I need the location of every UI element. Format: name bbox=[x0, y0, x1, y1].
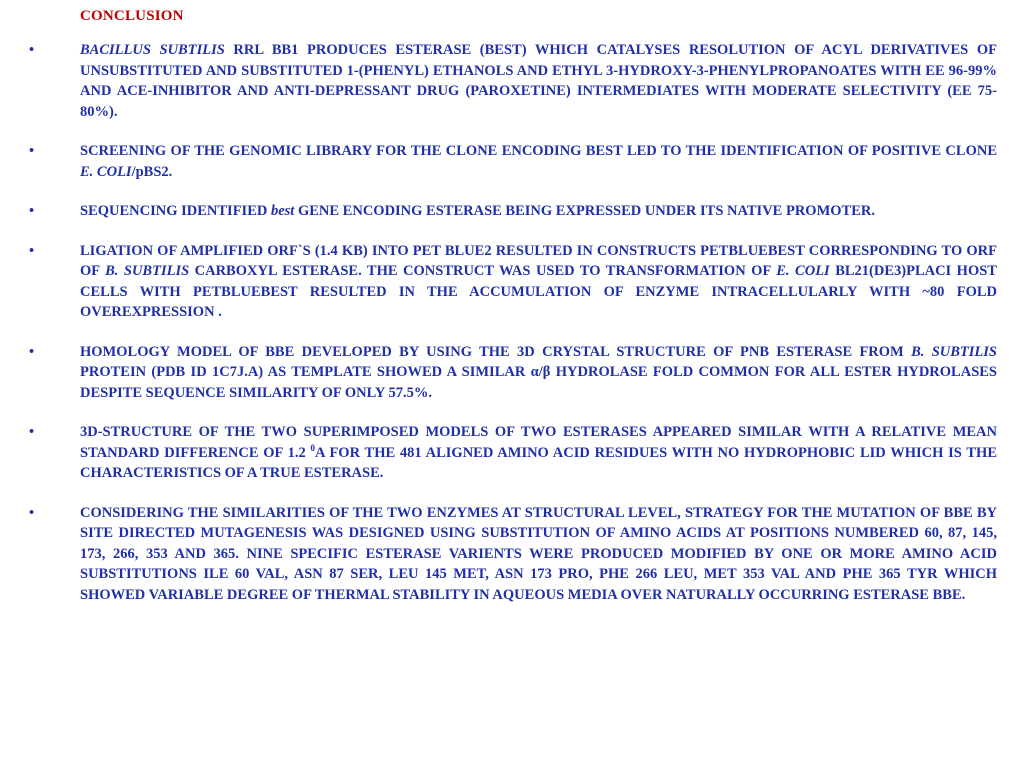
bullet-dot-icon: • bbox=[29, 42, 35, 58]
gene-name: best bbox=[270, 203, 295, 219]
bullet-text-segment: LIGATION OF AMPLIFIED ORF`S (1.4 KB) INTO PET BLUE2 RESULTED IN CONSTRUCTS PETBLUEBEST CORRESPONDING TO ORF OF bbox=[80, 242, 997, 279]
bullet-item-7 bbox=[0, 503, 1024, 606]
bullet-text-segment: BL21(DE3)PLACI HOST CELLS WITH PETBLUEBEST RESULTED IN THE ACCUMULATION OF ENZYME INTRACELLULARLY WITH ~80 FOLD OVEREXPRESSION . bbox=[80, 263, 997, 320]
species-name: E. COLI bbox=[776, 263, 830, 279]
bullet-text-1 bbox=[80, 40, 997, 122]
bullet-text-segment: HOMOLOGY MODEL OF BBE DEVELOPED BY USING THE 3D CRYSTAL STRUCTURE OF PNB ESTERASE FROM bbox=[80, 343, 912, 360]
bullet-text-segment: GENE ENCODING ESTERASE BEING EXPRESSED UNDER ITS NATIVE PROMOTER. bbox=[294, 203, 875, 219]
bullet-text-4 bbox=[80, 241, 997, 323]
species-name: E. COLI bbox=[80, 163, 132, 180]
species-name: B. SUBTILIS bbox=[105, 263, 190, 279]
bullet-item-1 bbox=[0, 40, 1024, 122]
bullet-text-segment: /pBS2. bbox=[131, 163, 173, 180]
bullet-dot-icon: • bbox=[29, 242, 35, 259]
bullet-text-segment: A FOR THE 481 ALIGNED AMINO ACID RESIDUES WITH NO HYDROPHOBIC LID WHICH IS THE CHARACTERISTICS OF A TRUE ESTERASE. bbox=[80, 444, 997, 481]
bullet-text-segment: HYDROLASE FOLD COMMON FOR ALL ESTER HYDROLASES DESPITE SEQUENCE SIMILARITY OF ONLY 57.5%. bbox=[80, 364, 997, 401]
conclusion-bullet-list bbox=[0, 40, 1024, 624]
bullet-text-segment: SEQUENCING IDENTIFIED bbox=[80, 203, 271, 219]
bullet-dot-icon: • bbox=[29, 343, 35, 360]
slide-title: CONCLUSION bbox=[80, 8, 184, 24]
bullet-text-segment: SCREENING OF THE GENOMIC LIBRARY FOR THE CLONE ENCODING BEST LED TO THE IDENTIFICATION OF POSITIVE CLONE bbox=[80, 143, 997, 159]
bullet-dot-icon: • bbox=[29, 504, 35, 521]
species-name: B. SUBTILIS bbox=[911, 343, 997, 360]
bullet-text-3 bbox=[80, 201, 997, 222]
bullet-text-6 bbox=[80, 422, 997, 484]
bullet-text-segment: CONSIDERING THE SIMILARITIES OF THE TWO ENZYMES AT STRUCTURAL LEVEL, STRATEGY FOR THE MUTATION OF BBE BY SITE DIRECTED MUTAGENESIS WAS DESIGNED USING SUBSTITUTION OF AMINO ACIDS AT POSITIONS NUMBERED 60, 87, 145, 173, 266, 353 AND 365. NINE SPECIFIC ESTERASE VARIENTS WERE PRODUCED MODIFIED BY ONE OR MORE AMINO ACID SUBSTITUTIONS ILE 60 VAL, ASN 87 SER, LEU 145 MET, ASN 173 PRO, PHE 266 LEU, MET 353 VAL AND PHE 365 TYR WHICH SHOWED VARIABLE DEGREE OF THERMAL STABILITY IN AQUEOUS MEDIA OVER NATURALLY OCCURRING ESTERASE BBE. bbox=[80, 504, 997, 603]
bullet-text-7 bbox=[80, 503, 997, 606]
bullet-dot-icon: • bbox=[29, 203, 35, 219]
bullet-item-2 bbox=[0, 141, 1024, 182]
bullet-text-segment: RRL BB1 PRODUCES ESTERASE (BEST) WHICH CATALYSES RESOLUTION OF ACYL DERIVATIVES OF UNSUBSTITUTED AND SUBSTITUTED 1-(PHENYL) ETHANOLS AND ETHYL 3-HYDROXY-3-PHENYLPROPANOATES WITH EE 96-99% AND ACE-INHIBITOR AND ANTI-DEPRESSANT DRUG (PAROXETINE) INTERMEDIATES WITH MODERATE SELECTIVITY (EE 75-80%). bbox=[80, 42, 997, 120]
greek-symbols: α/β bbox=[530, 364, 551, 380]
bullet-dot-icon: • bbox=[29, 143, 35, 159]
species-name: BACILLUS SUBTILIS bbox=[80, 42, 225, 58]
bullet-dot-icon: • bbox=[29, 424, 35, 440]
bullet-text-segment: 3D-STRUCTURE OF THE TWO SUPERIMPOSED MODELS OF TWO ESTERASES APPEARED SIMILAR WITH A RELATIVE MEAN STANDARD DIFFERENCE OF 1.2 bbox=[80, 424, 997, 461]
superscript-zero: 0 bbox=[310, 442, 316, 453]
bullet-text-segment: CARBOXYL ESTERASE. THE CONSTRUCT WAS USED TO TRANSFORMATION OF bbox=[189, 263, 777, 279]
bullet-item-6 bbox=[0, 422, 1024, 484]
bullet-text-2 bbox=[80, 141, 997, 182]
bullet-item-5 bbox=[0, 342, 1024, 404]
bullet-item-3 bbox=[0, 201, 1024, 222]
bullet-item-4 bbox=[0, 241, 1024, 323]
bullet-text-segment: PROTEIN (PDB ID 1C7J.A) AS TEMPLATE SHOWED A SIMILAR bbox=[80, 364, 531, 380]
bullet-text-5 bbox=[80, 342, 997, 404]
